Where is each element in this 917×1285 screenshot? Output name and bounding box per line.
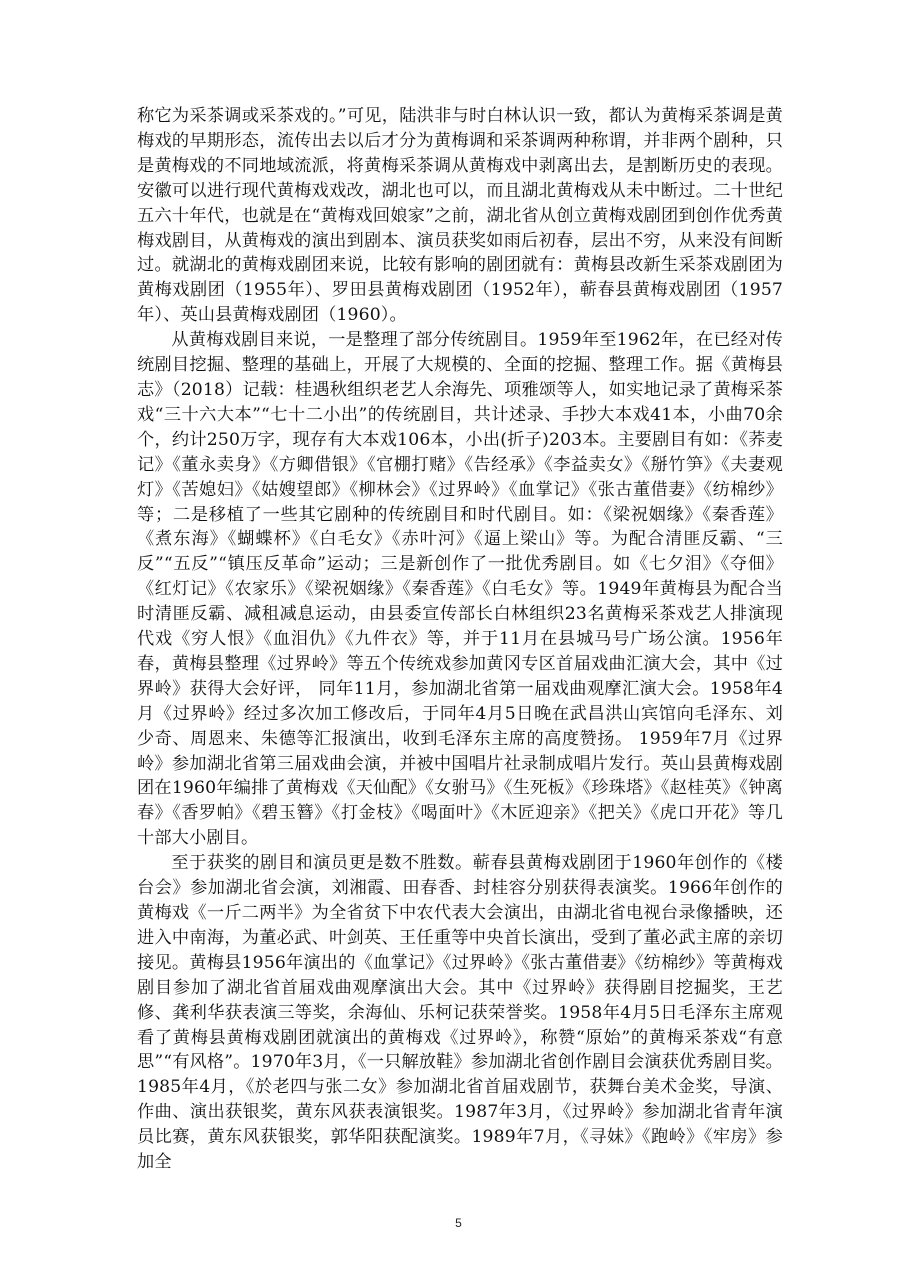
paragraph-3: 至于获奖的剧目和演员更是数不胜数。蕲春县黄梅戏剧团于1960年创作的《楼台会》参加湖北省会演，刘湘霞、田春香、封桂容分别获得表演奖。1966年创作的黄梅戏《一斤二两半》为全省贫下中农代表大会演出，由湖北省电视台录像播映，还进入中南海，为董必武、叶剑英、王任重等中央首长演出，受到了董必武主席的亲切接见。黄梅县1956年演出的《血掌记》《过界岭》《张古董借妻》《纺棉纱》等黄梅戏剧目参加了湖北省首届戏曲观摩演出大会。其中《过界岭》获得剧目挖掘奖，王艺修、龚利华获表演三等奖，余海仙、乐柯记获荣誉奖。1958年4月5日毛泽东主席观看了黄梅县黄梅戏剧团就演出的黄梅戏《过界岭》，称赞“原始”的黄梅采茶戏“有意思”“有风格”。1970年3月，《一只解放鞋》参加湖北省创作剧目会演获优秀剧目奖。1985年4月，《於老四与张二女》参加湖北省首届戏剧节，获舞台美术金奖，导演、作曲、演出获银奖，黄东风获表演银奖。1987年3月，《过界岭》参加湖北省青年演员比赛，黄东风获银奖，郭华阳获配演奖。1989年7月，《寻妹》《跑岭》《牢房》参加全	[137, 853, 783, 1173]
paragraph-1: 称它为采茶调或采茶戏的。”可见，陆洪非与时白林认识一致，都认为黄梅采茶调是黄梅戏的早期形态，流传出去以后才分为黄梅调和采茶调两种称谓，并非两个剧种，只是黄梅戏的不同地域流派，将黄梅采茶调从黄梅戏中剥离出去，是割断历史的表现。安徽可以进行现代黄梅戏戏改，湖北也可以，而且湖北黄梅戏从未中断过。二十世纪五六十年代，也就是在“黄梅戏回娘家”之前，湖北省从创立黄梅戏剧团到创作优秀黄梅戏剧目，从黄梅戏的演出到剧本、演员获奖如雨后初春，层出不穷，从来没有间断过。就湖北的黄梅戏剧团来说，比较有影响的剧团就有：黄梅县改新生采茶戏剧团为黄梅戏剧团（1955年）、罗田县黄梅戏剧团（1952年），蕲春县黄梅戏剧团（1957年）、英山县黄梅戏剧团（1960）。	[137, 106, 783, 326]
paragraph-2: 从黄梅戏剧目来说，一是整理了部分传统剧目。1959年至1962年，在已经对传统剧目挖掘、整理的基础上，开展了大规模的、全面的挖掘、整理工作。据《黄梅县志》（2018）记载：桂遇秋组织老艺人余海先、项雅颂等人，如实地记录了黄梅采茶戏“三十六大本”“七十二小出”的传统剧目，共计述录、手抄大本戏41本，小曲70余个，约计250万字，现存有大本戏106本，小出(折子)203本。主要剧目有如：《荞麦记》《董永卖身》《方卿借银》《官棚打赌》《告经承》《李益卖女》《掰竹笋》《夫妻观灯》《苦媳妇》《姑嫂望郎》《柳林会》《过界岭》《血掌记》《张古董借妻》《纺棉纱》等；二是移植了一些其它剧种的传统剧目和时代剧目。如：《梁祝姻缘》《秦香莲》《煮东海》《蝴蝶杯》《白毛女》《赤叶河》《逼上梁山》等。为配合清匪反霸、“三反”“五反”“镇压反革命”运动；三是新创作了一批优秀剧目。如《七夕泪》《夺佃》《红灯记》《农家乐》《梁祝姻缘》《秦香莲》《白毛女》等。1949年黄梅县为配合当时清匪反霸、减租减息运动，由县委宣传部长白林组织23名黄梅采茶戏艺人排演现代戏《穷人恨》《血泪仇》《九件衣》等，并于11月在县城马号广场公演。1956年春，黄梅县整理《过界岭》等五个传统戏参加黄冈专区首届戏曲汇演大会，其中《过界岭》获得大会好评， 同年11月，参加湖北省第一届戏曲观摩汇演大会。1958年4月《过界岭》经过多次加工修改后，于同年4月5日晚在武昌洪山宾馆向毛泽东、刘少奇、周恩来、朱德等汇报演出，收到毛泽东主席的高度赞扬。 1959年7月《过界岭》参加湖北省第三届戏曲会演，并被中国唱片社录制成唱片发行。英山县黄梅戏剧团在1960年编排了黄梅戏《天仙配》《女驸马》《生死板》《珍珠塔》《赵桂英》《钟离春》《香罗帕》《碧玉簪》《打金枝》《喝面叶》《木匠迎亲》《把关》《虎口开花》等几十部大小剧目。	[137, 330, 783, 849]
page-number: 5	[455, 1216, 462, 1230]
body-text	[137, 104, 783, 1175]
